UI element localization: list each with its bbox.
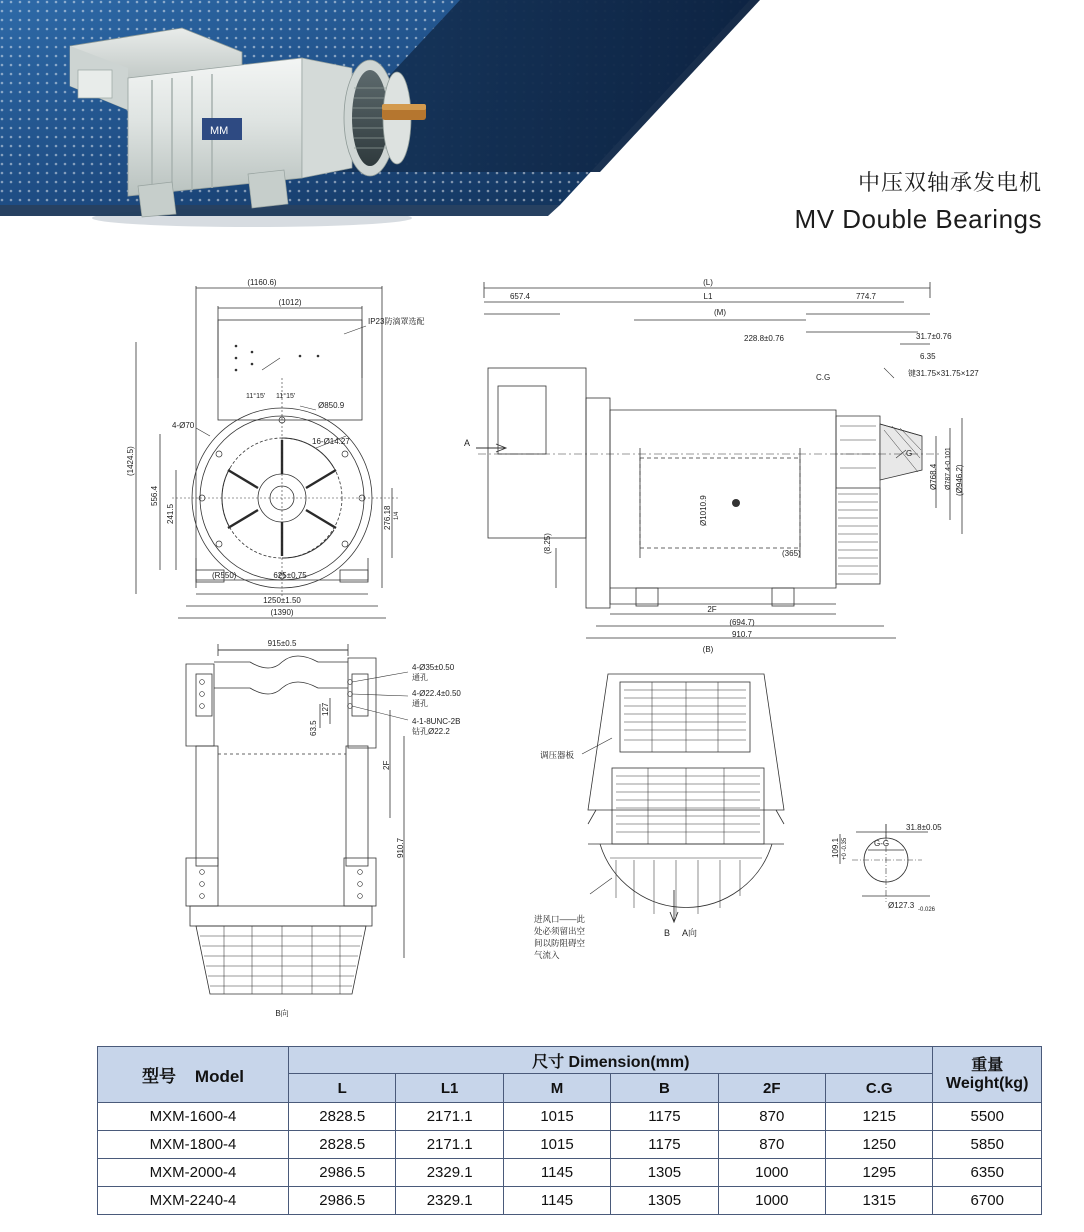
svg-text:(1390): (1390)	[270, 608, 294, 617]
svg-text:910.7: 910.7	[731, 630, 753, 639]
svg-text:通孔: 通孔	[412, 699, 428, 708]
svg-text:调压器板: 调压器板	[540, 750, 575, 760]
svg-text:657.4: 657.4	[509, 292, 531, 301]
drawing-bottom-view	[186, 644, 408, 994]
svg-text:2F: 2F	[382, 760, 391, 770]
header-col-B: B	[611, 1074, 718, 1103]
table-row	[98, 1131, 1042, 1159]
cell-L: 2828.5	[289, 1131, 396, 1159]
svg-text:键31.75×31.75×127: 键31.75×31.75×127	[908, 369, 979, 378]
header-model-en: Model	[194, 1067, 245, 1086]
svg-text:Ø127.3: Ø127.3	[888, 901, 915, 910]
cell-weight: 6700	[933, 1187, 1042, 1215]
svg-text:2F: 2F	[707, 605, 717, 614]
cell-L: 2986.5	[289, 1187, 396, 1215]
svg-text:(365): (365)	[782, 549, 801, 558]
svg-text:6.35: 6.35	[920, 352, 936, 361]
cell-B: 1175	[611, 1103, 718, 1131]
svg-text:处必须留出空: 处必须留出空	[534, 926, 586, 936]
table-row	[98, 1103, 1042, 1131]
page-title	[795, 168, 1042, 237]
cell-L1: 2171.1	[396, 1103, 503, 1131]
svg-text:11°15': 11°15'	[276, 393, 296, 400]
svg-text:C.G: C.G	[816, 373, 831, 382]
cell-CG: 1295	[826, 1159, 933, 1187]
header-dimension	[289, 1047, 933, 1074]
cell-B: 1305	[611, 1159, 718, 1187]
header-col-L: L	[289, 1074, 396, 1103]
svg-text:11°15': 11°15'	[246, 393, 266, 400]
svg-text:A向: A向	[682, 928, 698, 938]
specification-table-wrapper	[97, 1046, 1042, 1215]
technical-drawings	[0, 258, 1084, 1038]
svg-text:进风口——此: 进风口——此	[534, 914, 586, 924]
cell-weight: 5850	[933, 1131, 1042, 1159]
header-col-L1: L1	[396, 1074, 503, 1103]
svg-text:(B): (B)	[702, 645, 714, 654]
page-title-en: MV Double Bearings	[794, 203, 1042, 234]
cell-L1: 2171.1	[396, 1131, 503, 1159]
svg-text:间以防阻碍空: 间以防阻碍空	[534, 938, 586, 948]
svg-text:G-G: G-G	[874, 839, 890, 848]
svg-text:(1424.5): (1424.5)	[126, 446, 135, 476]
header-col-2F: 2F	[718, 1074, 825, 1103]
svg-text:Ø768.4: Ø768.4	[929, 463, 938, 490]
svg-text:(1012): (1012)	[278, 298, 302, 307]
header-weight	[933, 1047, 1042, 1103]
svg-text:127: 127	[321, 702, 330, 716]
drawing-front-view	[136, 286, 398, 618]
cell-M: 1015	[503, 1131, 610, 1159]
cell-model: MXM-1600-4	[98, 1103, 289, 1131]
svg-text:Ø850.9: Ø850.9	[318, 401, 345, 410]
svg-text:31.8±0.05: 31.8±0.05	[906, 823, 942, 832]
generator-product-photo	[52, 18, 452, 233]
svg-text:915±0.5: 915±0.5	[267, 639, 297, 648]
header-col-M: M	[503, 1074, 610, 1103]
svg-text:(8.25): (8.25)	[543, 533, 552, 554]
svg-text:109.1: 109.1	[831, 837, 840, 858]
header-dimension-en: Dimension(mm)	[568, 1053, 690, 1071]
header-model-cn: 型号	[142, 1067, 177, 1086]
svg-text:IP23防滴罩选配: IP23防滴罩选配	[368, 317, 425, 326]
svg-text:4-Ø35±0.50: 4-Ø35±0.50	[412, 663, 455, 672]
svg-text:910.7: 910.7	[396, 837, 405, 858]
cell-CG: 1315	[826, 1187, 933, 1215]
page-header-banner	[0, 0, 1084, 258]
header-model	[98, 1047, 289, 1103]
svg-text:通孔: 通孔	[412, 673, 428, 682]
table-row	[98, 1159, 1042, 1187]
svg-text:B: B	[664, 928, 671, 938]
cell-model: MXM-2240-4	[98, 1187, 289, 1215]
cell-CG: 1250	[826, 1131, 933, 1159]
svg-text:钻孔Ø22.2: 钻孔Ø22.2	[412, 727, 450, 736]
cell-model: MXM-2000-4	[98, 1159, 289, 1187]
svg-text:(R550): (R550)	[212, 571, 237, 580]
svg-text:(694.7): (694.7)	[729, 618, 755, 627]
svg-text:63.5: 63.5	[309, 720, 318, 736]
svg-text:241.5: 241.5	[166, 503, 175, 524]
svg-text:A: A	[464, 438, 471, 448]
svg-text:16-Ø14.27: 16-Ø14.27	[312, 437, 350, 446]
svg-text:-0.026: -0.026	[918, 907, 936, 913]
svg-text:1250±1.50: 1250±1.50	[263, 596, 301, 605]
svg-text:B向: B向	[275, 1009, 289, 1018]
svg-text:31.7±0.76: 31.7±0.76	[916, 332, 952, 341]
drawing-rear-view	[582, 674, 930, 922]
svg-text:L1: L1	[703, 292, 713, 301]
svg-text:气流入: 气流入	[534, 950, 560, 960]
cell-2F: 870	[718, 1131, 825, 1159]
cell-CG: 1215	[826, 1103, 933, 1131]
svg-text:(1160.6): (1160.6)	[247, 278, 277, 287]
svg-text:228.8±0.76: 228.8±0.76	[744, 334, 784, 343]
page-title-cn: 中压双轴承发电机	[857, 170, 1042, 195]
header-weight-cn: 重量	[971, 1056, 1004, 1074]
svg-text:625±0.75: 625±0.75	[273, 571, 307, 580]
svg-text:4-Ø70: 4-Ø70	[172, 421, 195, 430]
drawing-side-view	[476, 282, 962, 638]
svg-text:4-1-8UNC-2B: 4-1-8UNC-2B	[412, 717, 461, 726]
cell-M: 1145	[503, 1159, 610, 1187]
svg-text:1/4: 1/4	[394, 511, 400, 520]
cell-M: 1015	[503, 1103, 610, 1131]
svg-text:MM: MM	[210, 125, 229, 137]
svg-text:Ø787.4-0.101: Ø787.4-0.101	[945, 447, 952, 490]
header-dimension-cn: 尺寸	[532, 1053, 565, 1071]
drawings-svg	[0, 258, 1084, 1038]
cell-B: 1305	[611, 1187, 718, 1215]
cell-L1: 2329.1	[396, 1187, 503, 1215]
specification-table	[97, 1046, 1042, 1215]
svg-text:276.18: 276.18	[383, 505, 392, 530]
svg-text:774.7: 774.7	[855, 292, 877, 301]
cell-2F: 1000	[718, 1187, 825, 1215]
table-row	[98, 1187, 1042, 1215]
svg-text:+0 -0.35: +0 -0.35	[842, 837, 848, 860]
svg-text:(L): (L)	[703, 278, 713, 287]
cell-2F: 870	[718, 1103, 825, 1131]
header-weight-en: Weight(kg)	[946, 1074, 1029, 1092]
cell-M: 1145	[503, 1187, 610, 1215]
header-col-CG: C.G	[826, 1074, 933, 1103]
svg-text:G: G	[906, 449, 913, 458]
cell-model: MXM-1800-4	[98, 1131, 289, 1159]
svg-text:(M): (M)	[714, 308, 726, 317]
svg-text:Ø1010.9: Ø1010.9	[699, 495, 708, 526]
cell-B: 1175	[611, 1131, 718, 1159]
cell-L: 2986.5	[289, 1159, 396, 1187]
cell-L: 2828.5	[289, 1103, 396, 1131]
svg-text:4-Ø22.4±0.50: 4-Ø22.4±0.50	[412, 689, 461, 698]
cell-weight: 6350	[933, 1159, 1042, 1187]
cell-L1: 2329.1	[396, 1159, 503, 1187]
svg-text:556.4: 556.4	[150, 485, 159, 506]
svg-text:(Ø946.2): (Ø946.2)	[955, 464, 964, 496]
cell-weight: 5500	[933, 1103, 1042, 1131]
cell-2F: 1000	[718, 1159, 825, 1187]
